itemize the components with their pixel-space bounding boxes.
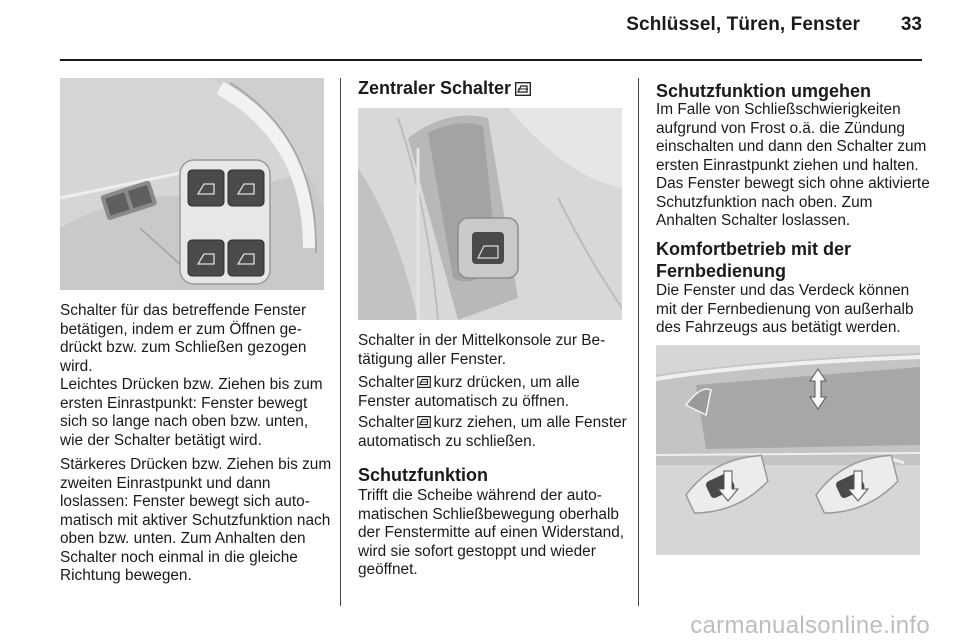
heading-central-switch [358, 77, 628, 99]
paragraph-close-all [358, 414, 628, 451]
paragraph-protection: Trifft die Scheibe während der automatischen Schließbewegung oberhalb der Fenstermitte auf einen Widerstand, wird sie sofort gestoppt und wieder geöffnet. [358, 487, 625, 578]
heading-comfort-remote: Komfortbetrieb mit der Fernbedienung [656, 239, 852, 281]
paragraph-close-all-suffix: kurz ziehen, um alle Fenster automatisch zu schließen. [358, 414, 627, 450]
paragraph-open-all [358, 374, 628, 411]
column-divider-left [340, 78, 341, 606]
heading-bypass-protection: Schutzfunktion umgehen [656, 81, 871, 101]
page-number: 33 [900, 14, 922, 35]
paragraph-first-detent: Leichtes Drücken bzw. Ziehen bis zum ersten Einrastpunkt: Fenster bewegt sich so lange nach oben bzw. unten, wie der Schalter betätigt wird. [60, 376, 323, 449]
all-windows-switch-icon [417, 416, 431, 428]
page-header-title: Schlüssel, Türen, Fenster [626, 14, 860, 35]
paragraph-bypass-protection: Im Falle von Schließschwierigkeiten aufgrund von Frost o.ä. die Zündung einschalten und dann den Schalter zum ersten Einrastpunkt ziehen und halten. Das Fenster bewegt sich ohne aktivierte Schutzfunktion nach oben. Zum Anhalten Schalter loslassen. [656, 101, 930, 229]
paragraph-comfort-remote: Die Fenster und das Verdeck können mit der Fernbedienung von außerhalb des Fahrzeugs aus betätigt werden. [656, 282, 914, 336]
footer-watermark: carmanualsonline.info [690, 612, 930, 639]
caption-central-switch: Schalter in der Mittelkonsole zur Betätigung aller Fenster. [358, 332, 606, 368]
all-windows-switch-icon [417, 376, 431, 388]
heading-central-switch-text: Zentraler Schalter [358, 78, 512, 98]
column-divider-right [638, 78, 639, 606]
remote-key-illustration [656, 345, 920, 555]
heading-protection: Schutzfunktion [358, 465, 488, 485]
door-switch-illustration [60, 78, 324, 290]
all-windows-switch-icon [515, 82, 531, 96]
paragraph-second-detent: Stärkeres Drücken bzw. Ziehen bis zum zweiten Einrastpunkt und dann loslassen: Fenster bewegt sich automatisch mit aktiver Schutzfunktion nach oben bzw. unten. Zum Anhalten den Schalter noch einmal in die gleiche Richtung bewegen. [60, 456, 332, 584]
paragraph-open-all-suffix: kurz drücken, um alle Fenster automatisch zu öffnen. [358, 374, 580, 410]
paragraph-close-all-prefix: Schalter [358, 414, 415, 431]
header-divider [60, 59, 922, 61]
paragraph-open-all-prefix: Schalter [358, 374, 415, 391]
paragraph-switch-operation: Schalter für das betreffende Fenster betätigen, indem er zum Öffnen gedrückt bzw. zum Schließen gezogen wird. [60, 302, 307, 375]
center-console-illustration [358, 108, 622, 320]
